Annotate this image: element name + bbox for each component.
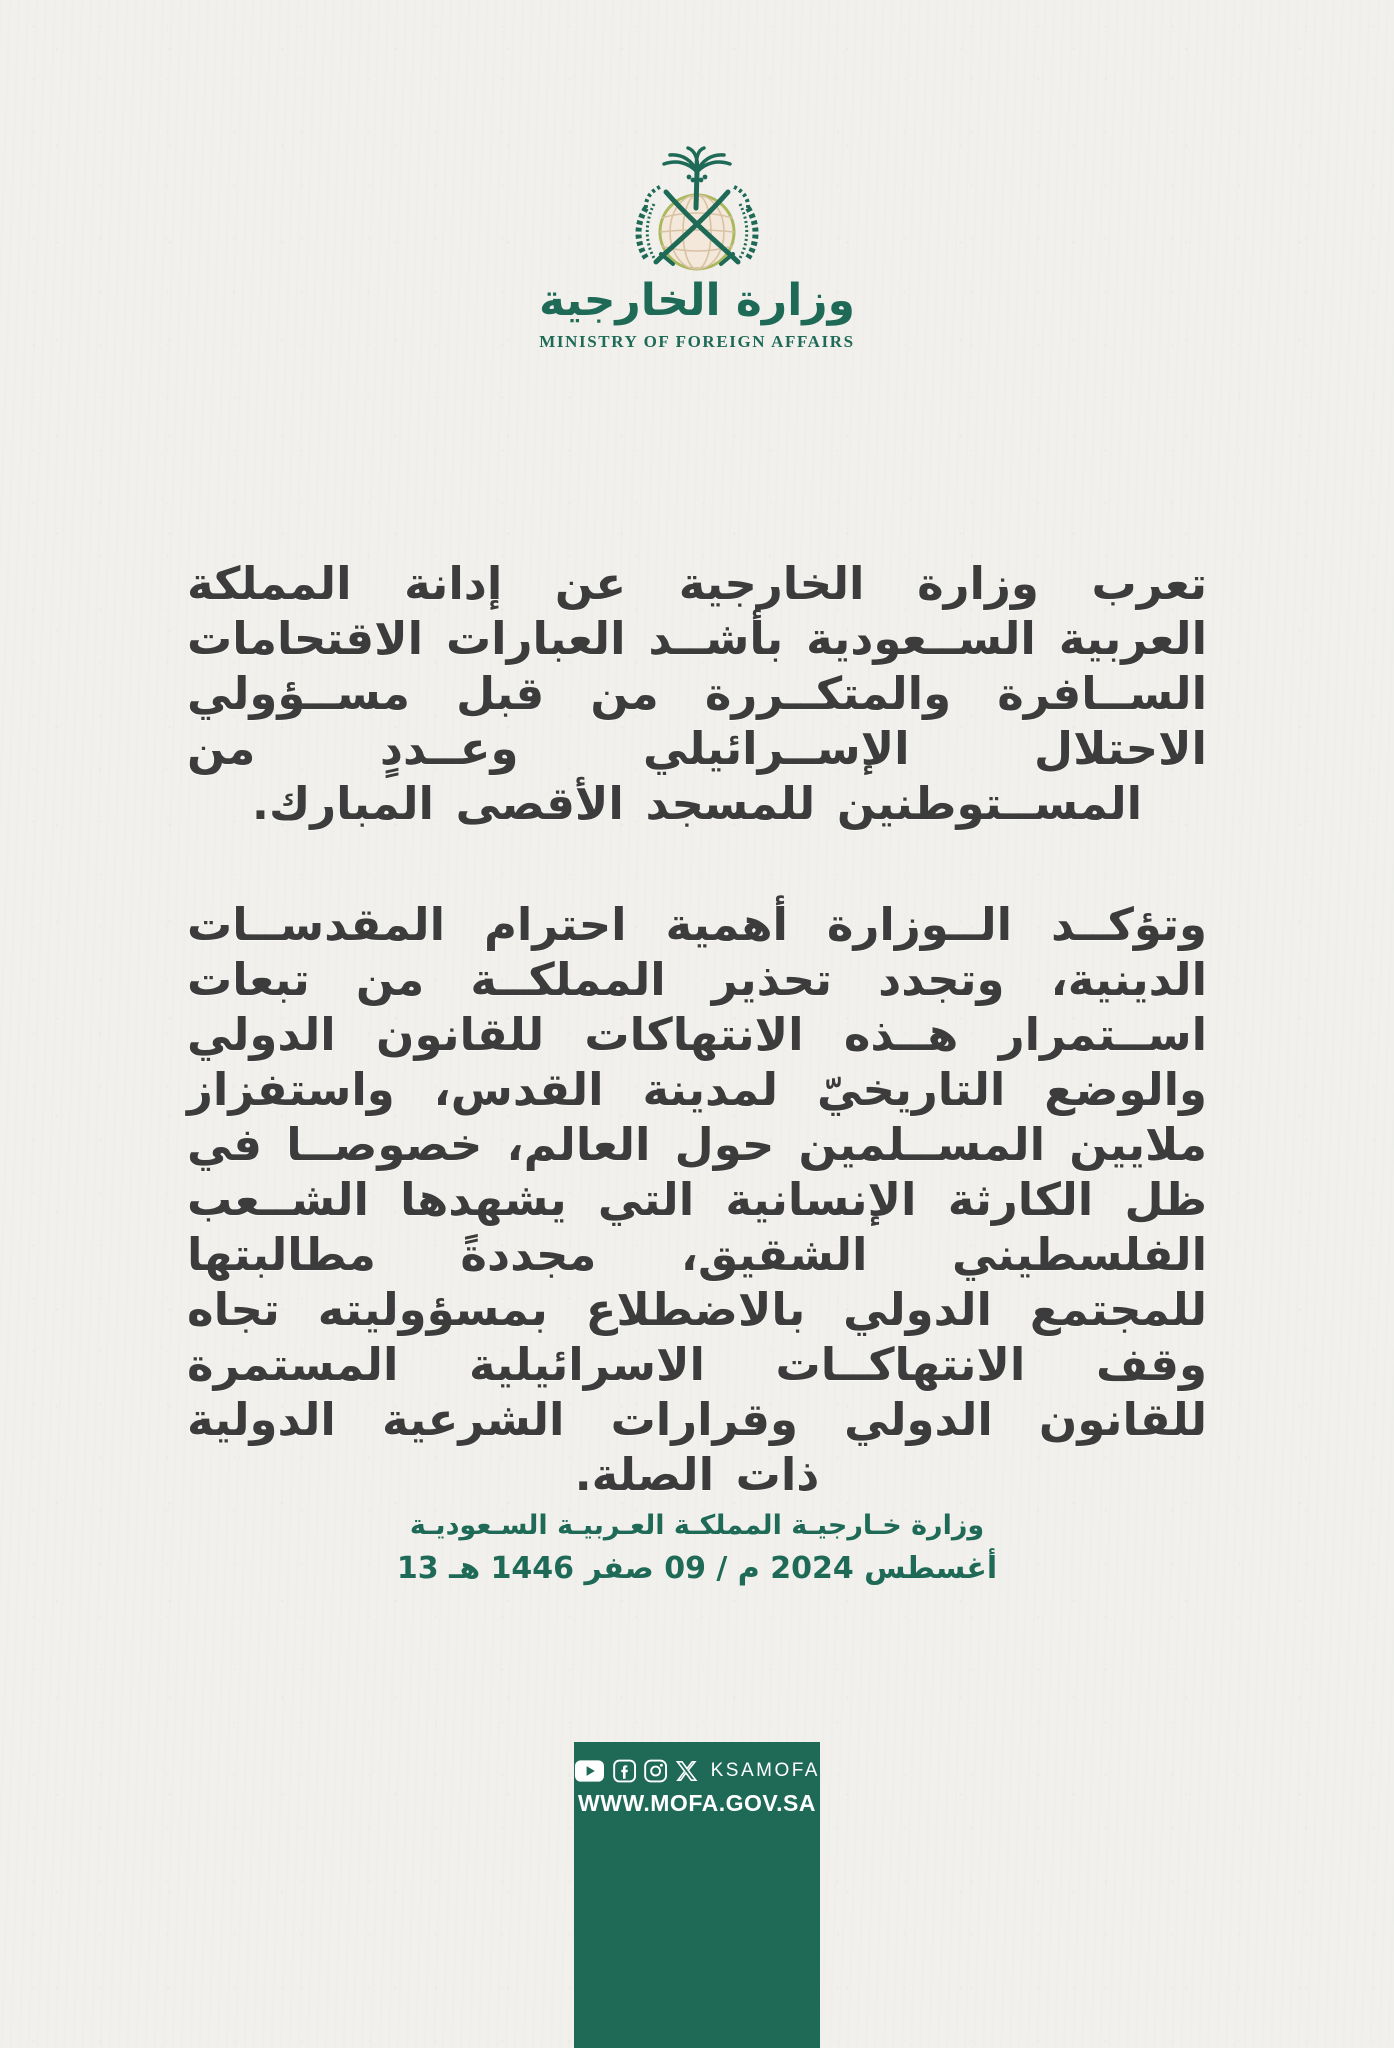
logo-english-wordmark: MINISTRY OF FOREIGN AFFAIRS: [539, 331, 855, 351]
statement-paragraph-2: وتؤكــد الــوزارة أهمية احترام المقدســات الدينية، وتجدد تحذير المملكــة من تبعات اســتمرار هــذه الانتهاكات للقانون الدولي والوضع التاريخيّ لمدينة القدس، واستفزاز ملايين المســلمين حول العالم، خصوصــا في ظل الكارثة الإنسانية التي يشهدها الشــعب الفلسطيني الشقيق، مجددةً مطالبتها للمجتمع الدولي بالاضطلاع بمسؤوليته تجاه وقف الانتهاكــات الاسرائيلية المستمرة للقانون الدولي وقرارات الشرعية الدولية ذات الصلة.: [187, 898, 1207, 1501]
social-icons-row: [574, 1759, 820, 1783]
date-line: 13 أغسطس 2024 م / 09 صفر 1446 هـ: [396, 1551, 998, 1587]
social-footer: [574, 1742, 820, 2048]
ministry-name-line: وزارة خـارجيـة المملكـة العـربيـة السـعوديـة: [409, 1510, 985, 1541]
attribution-block: [0, 1508, 1394, 1587]
wreath-right-calligraphy: [732, 186, 756, 258]
social-handle: KSAMOFA: [710, 1760, 820, 1781]
wreath-left-calligraphy: [639, 186, 663, 258]
mofa-logo: [0, 146, 1394, 352]
facebook-icon: [613, 1759, 636, 1783]
website-url: WWW.MOFA.GOV.SA: [578, 1790, 816, 1816]
instagram-icon: [644, 1759, 667, 1783]
logo-arabic-wordmark: وزارة الخارجية: [539, 275, 855, 326]
statement-paragraph-1: تعرب وزارة الخارجية عن إدانة المملكة العربية الســعودية بأشــد العبارات الاقتحامات الســافرة والمتكــررة من قبل مســؤولي الاحتلال الإســرائيلي وعــددٍ من المســتوطنين للمسجد الأقصى المبارك.: [187, 557, 1207, 830]
statement-text: [187, 556, 1207, 1502]
x-icon: [675, 1759, 698, 1783]
youtube-icon: [574, 1759, 605, 1783]
mofa-emblem-icon: [612, 146, 782, 274]
